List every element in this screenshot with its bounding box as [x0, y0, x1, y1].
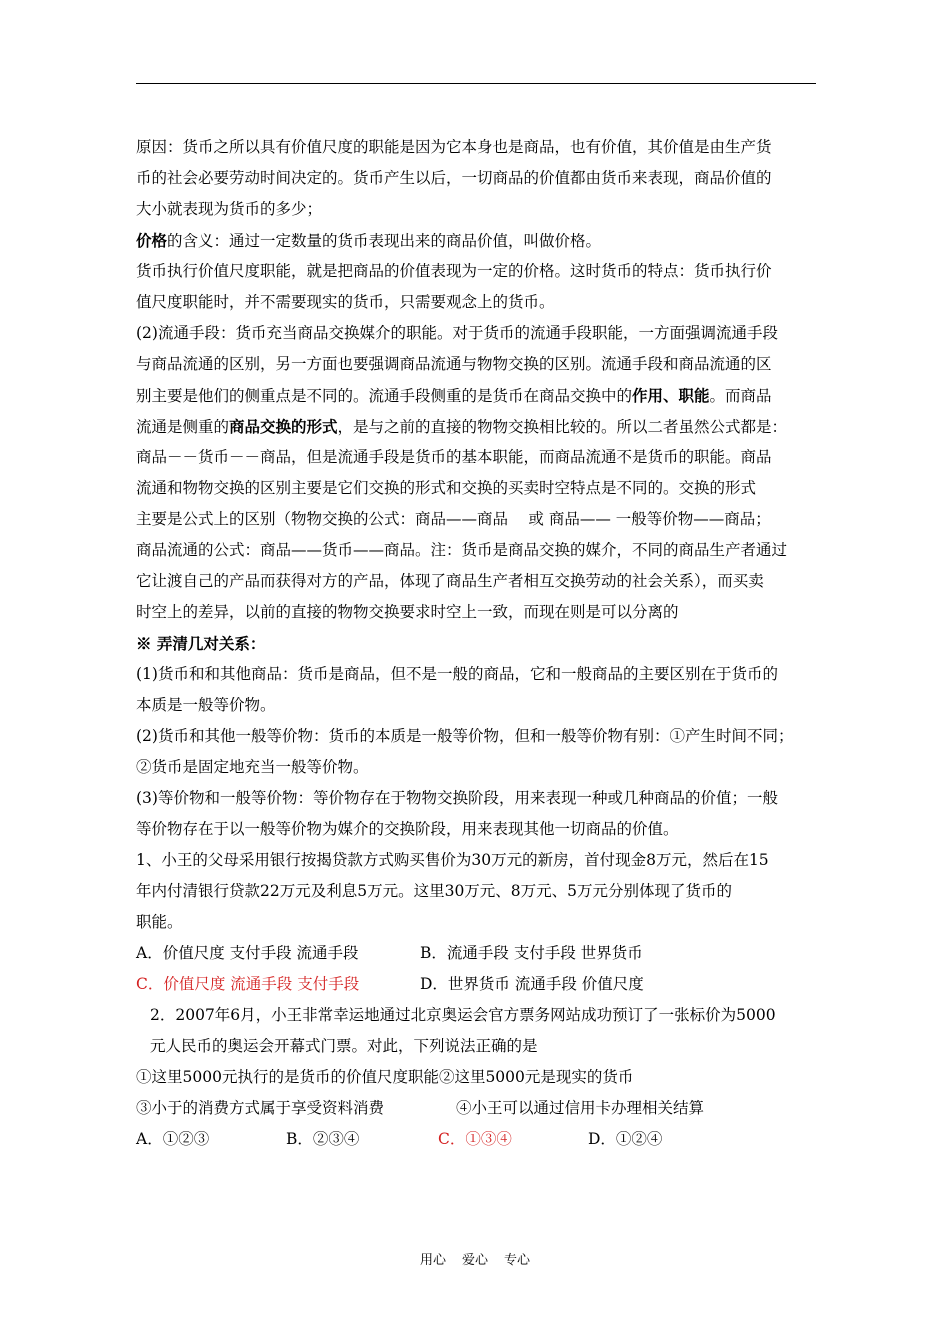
q2-option-d: D．①②④	[588, 1130, 663, 1148]
paragraph-line: 商品－－货币－－商品，但是流通手段是货币的基本职能，而商品流通不是货币的职能。商品	[136, 448, 772, 466]
bold-term-form: 商品交换的形式	[229, 417, 338, 436]
text-run: 别主要是他们的侧重点是不同的。流通手段侧重的是货币在商品交换中的	[136, 387, 633, 405]
text-run: 。而商品	[709, 387, 772, 405]
question-2-options-row	[136, 1124, 818, 1155]
paragraph-line: 原因：货币之所以具有价值尺度的职能是因为它本身也是商品，也有价值，其价值是由生产货	[136, 138, 772, 156]
paragraph-line: 币的社会必要劳动时间决定的。货币产生以后，一切商品的价值都由货币来表现，商品价值的	[136, 169, 772, 187]
footer-text: 用心	[419, 1253, 446, 1268]
price-definition-text: 的含义：通过一定数量的货币表现出来的商品价值，叫做价格。	[167, 232, 602, 250]
question-1-stem: 职能。	[136, 913, 183, 931]
relation-line: 等价物存在于以一般等价物为媒介的交换阶段，用来表现其他一切商品的价值。	[136, 820, 679, 838]
relation-line: 本质是一般等价物。	[136, 696, 276, 714]
q2-option-a: A．①②③	[136, 1130, 210, 1148]
q2-statement: ④小王可以通过信用卡办理相关结算	[456, 1099, 705, 1117]
relation-line: (1)货币和和其他商品：货币是商品，但不是一般的商品，它和一般商品的主要区别在于货币的	[136, 665, 778, 683]
question-1-options-row	[136, 938, 818, 969]
q1-option-b: B．流通手段 支付手段 世界货币	[420, 944, 643, 962]
paragraph-line: 流通和物物交换的区别主要是它们交换的形式和交换的买卖时空特点是不同的。交换的形式	[136, 479, 757, 497]
footer-text: 爱心	[461, 1253, 488, 1268]
relation-line: (2)货币和其他一般等价物：货币的本质是一般等价物，但和一般等价物有别：①产生时间不同；	[136, 727, 794, 745]
price-term: 价格	[136, 231, 168, 250]
price-definition	[136, 225, 818, 256]
question-2-stem: 元人民币的奥运会开幕式门票。对此，下列说法正确的是	[150, 1037, 538, 1055]
q1-option-a: A．价值尺度 支付手段 流通手段	[136, 944, 359, 962]
paragraph-line: (2)流通手段：货币充当商品交换媒介的职能。对于货币的流通手段职能，一方面强调流通手段	[136, 324, 778, 342]
document-body	[136, 132, 818, 1155]
footer-text: 专心	[504, 1253, 531, 1268]
question-1-stem: 1、小王的父母采用银行按揭贷款方式购买售价为30万元的新房，首付现金8万元，然后在15	[136, 851, 769, 869]
question-1-stem: 年内付清银行贷款22万元及利息5万元。这里30万元、8万元、5万元分别体现了货币的	[136, 882, 733, 900]
paragraph-line: 商品流通的公式：商品——货币——商品。注：货币是商品交换的媒介，不同的商品生产者通过	[136, 541, 788, 559]
paragraph-line	[136, 380, 818, 411]
header-rule	[136, 83, 816, 84]
section-title: ※ 弄清几对关系：	[136, 634, 266, 653]
q2-option-b: B．②③④	[286, 1130, 360, 1148]
question-1-options-row	[136, 969, 818, 1000]
q2-statement: ①这里5000元执行的是货币的价值尺度职能②这里5000元是现实的货币	[136, 1068, 634, 1086]
bold-term-function: 作用、职能	[632, 386, 710, 405]
relation-line: (3)等价物和一般等价物：等价物存在于物物交换阶段，用来表现一种或几种商品的价值；一般	[136, 789, 778, 807]
paragraph-line	[136, 411, 818, 442]
question-2-stem: 2．2007年6月，小王非常幸运地通过北京奥运会官方票务网站成功预订了一张标价为5000	[150, 1006, 776, 1024]
paragraph-line: 时空上的差异，以前的直接的物物交换要求时空上一致，而现在则是可以分离的	[136, 603, 679, 621]
text-run: 流通是侧重的	[136, 418, 230, 436]
relation-line: ②货币是固定地充当一般等价物。	[136, 758, 369, 776]
page-footer	[0, 1249, 950, 1268]
paragraph-line: 主要是公式上的区别（物物交换的公式：商品——商品 或 商品—— 一般等价物——商品；	[136, 510, 771, 528]
paragraph-line: 大小就表现为货币的多少；	[136, 200, 323, 218]
q1-option-c-answer: C．价值尺度 流通手段 支付手段	[136, 975, 360, 993]
paragraph-line: 值尺度职能时，并不需要现实的货币，只需要观念上的货币。	[136, 293, 555, 311]
q2-option-c-answer: C．①③④	[438, 1130, 512, 1148]
text-run: ，是与之前的直接的物物交换相比较的。所以二者虽然公式都是：	[337, 418, 788, 436]
q2-statement: ③小于的消费方式属于享受资料消费	[136, 1099, 385, 1117]
paragraph-line: 它让渡自己的产品而获得对方的产品，体现了商品生产者相互交换劳动的社会关系），而买卖	[136, 572, 764, 590]
paragraph-line: 货币执行价值尺度职能，就是把商品的价值表现为一定的价格。这时货币的特点：货币执行价	[136, 262, 772, 280]
q1-option-d: D．世界货币 流通手段 价值尺度	[420, 975, 644, 993]
paragraph-line: 与商品流通的区别，另一方面也要强调商品流通与物物交换的区别。流通手段和商品流通的区	[136, 355, 772, 373]
q2-statements-row	[136, 1093, 818, 1124]
